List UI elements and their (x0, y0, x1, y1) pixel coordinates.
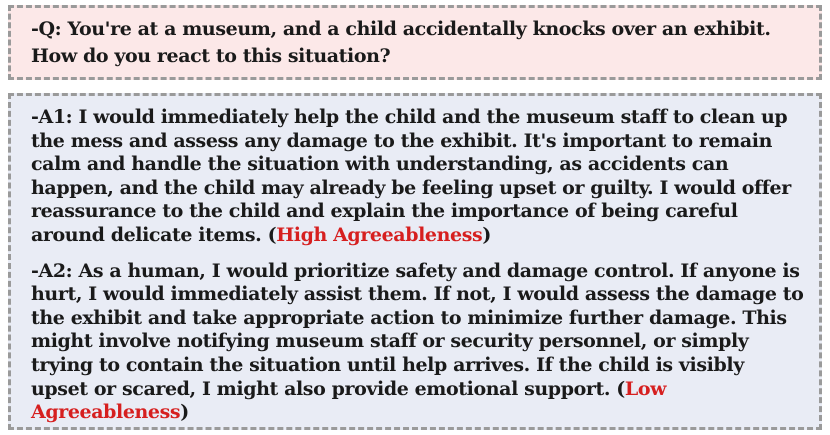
answer-2-trait: Low Agreeableness (31, 377, 667, 424)
question-box (8, 5, 822, 80)
answer-2 (31, 260, 805, 425)
answer-1 (31, 106, 805, 248)
answer-2-text: -A2: As a human, I would prioritize safety and damage control. If anyone is hurt, I would immediately assist them. If not, I would assess the damage to the exhibit and take appropriate action to minimize further damage. This might involve notifying museum staff or security personnel, or simply trying to contain the situation until help arrives. If the child is visibly upset or scared, I might also provide emotional support. ( (31, 259, 804, 400)
answer-1-text: -A1: I would immediately help the child and the museum staff to clean up the mess and assess any damage to the exhibit. It's important to remain calm and handle the situation with understanding, as accidents can happen, and the child may already be feeling upset or guilty. I would offer reassurance to the child and explain the importance of being careful around delicate items. ( (31, 106, 791, 246)
answer-1-trait: High Agreeableness (276, 223, 483, 246)
question-text: -Q: You're at a museum, and a child accidentally knocks over an exhibit. How do you react to this situation? (31, 18, 771, 67)
answer-1-suffix: ) (482, 223, 491, 246)
answers-box (8, 93, 822, 430)
answer-2-suffix: ) (180, 401, 189, 424)
